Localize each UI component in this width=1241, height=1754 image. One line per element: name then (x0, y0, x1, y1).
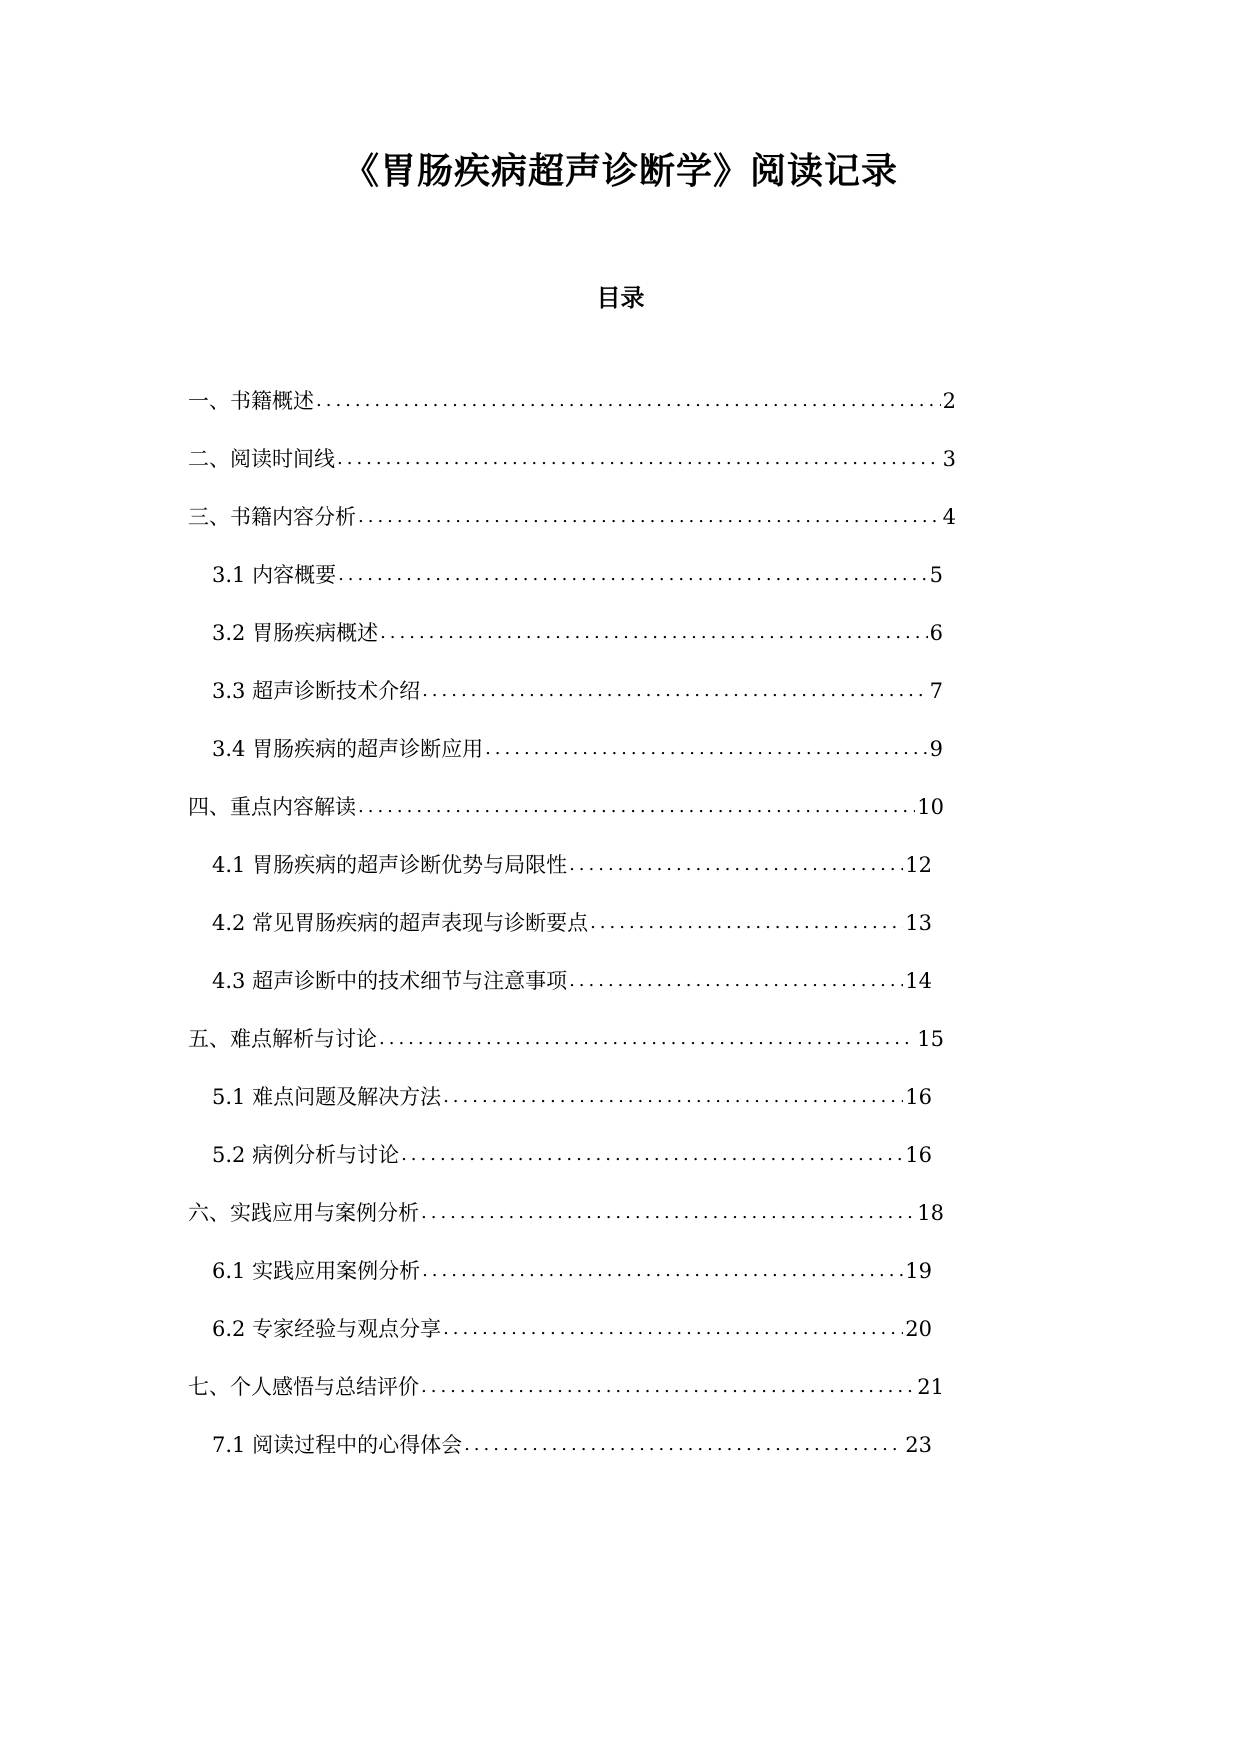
toc-entry[interactable] (188, 1022, 944, 1056)
toc-dot-leader (569, 848, 903, 882)
toc-entry-number: 3.4 (212, 737, 253, 761)
toc-dot-leader (443, 1312, 903, 1346)
toc-entry-number: 5.2 (212, 1143, 253, 1167)
toc-subentry[interactable] (212, 1080, 932, 1114)
toc-entry-page: 13 (905, 911, 932, 935)
toc-dot-leader (421, 1370, 915, 1404)
toc-entry-number: 4.2 (212, 911, 253, 935)
toc-entry-label: 胃肠疾病的超声诊断应用 (252, 737, 484, 761)
toc-entry-page: 19 (905, 1259, 932, 1283)
toc-entry-page: 21 (917, 1375, 944, 1399)
toc-entry-page: 23 (905, 1433, 932, 1457)
toc-dot-leader (485, 732, 928, 766)
toc-entry-label: 一、书籍概述 (188, 389, 314, 413)
toc-entry-label: 常见胃肠疾病的超声表现与诊断要点 (252, 911, 589, 935)
toc-entry-page: 9 (929, 737, 943, 761)
toc-entry-page: 14 (905, 969, 932, 993)
toc-entry-number: 3.3 (212, 679, 253, 703)
toc-entry-label: 三、书籍内容分析 (188, 505, 356, 529)
toc-entry-number: 3.2 (212, 621, 253, 645)
toc-entry-page: 7 (929, 679, 943, 703)
toc-entry-number: 6.2 (212, 1317, 253, 1341)
toc-subentry[interactable] (212, 906, 932, 940)
toc-subentry[interactable] (212, 848, 932, 882)
toc-entry-label: 四、重点内容解读 (188, 795, 356, 819)
toc-entry-page: 12 (905, 853, 932, 877)
toc-entry-page: 6 (929, 621, 943, 645)
toc-entry-number: 6.1 (212, 1259, 253, 1283)
toc-dot-leader (358, 500, 941, 534)
toc-dot-leader (464, 1428, 903, 1462)
toc-entry-page: 2 (942, 389, 956, 413)
toc-dot-leader (358, 790, 915, 824)
toc-entry-label: 胃肠疾病的超声诊断优势与局限性 (252, 853, 568, 877)
toc-dot-leader (316, 384, 941, 418)
toc-dot-leader (379, 1022, 915, 1056)
toc-entry[interactable] (188, 500, 956, 534)
toc-dot-leader (401, 1138, 903, 1172)
toc-entry-page: 3 (942, 447, 956, 471)
toc-dot-leader (569, 964, 903, 998)
toc-dot-leader (590, 906, 903, 940)
toc-subentry[interactable] (212, 964, 932, 998)
toc-dot-leader (337, 442, 941, 476)
page-title: 《胃肠疾病超声诊断学》阅读记录 (342, 151, 898, 192)
toc-entry-page: 15 (917, 1027, 944, 1051)
toc-subentry[interactable] (212, 1254, 932, 1288)
toc-entry-page: 20 (905, 1317, 932, 1341)
toc-entry-label: 内容概要 (252, 563, 337, 587)
toc-heading: 目录 (596, 284, 645, 312)
toc-entry-page: 4 (942, 505, 956, 529)
toc-subentry[interactable] (212, 616, 943, 650)
toc-entry-label: 二、阅读时间线 (188, 447, 335, 471)
toc-subentry[interactable] (212, 1312, 932, 1346)
toc-entry-label: 超声诊断技术介绍 (252, 679, 421, 703)
toc-entry-page: 18 (917, 1201, 944, 1225)
toc-entry[interactable] (188, 442, 956, 476)
toc-entry[interactable] (188, 1370, 944, 1404)
toc-subentry[interactable] (212, 732, 943, 766)
toc-subentry[interactable] (212, 1428, 932, 1462)
toc-subentry[interactable] (212, 558, 943, 592)
toc-entry-number: 7.1 (212, 1433, 253, 1457)
toc-dot-leader (338, 558, 928, 592)
toc-dot-leader (443, 1080, 903, 1114)
toc-entry[interactable] (188, 1196, 944, 1230)
toc-entry-number: 5.1 (212, 1085, 253, 1109)
toc-entry-label: 实践应用案例分析 (252, 1259, 421, 1283)
toc-dot-leader (421, 1196, 915, 1230)
toc-entry-label: 病例分析与讨论 (252, 1143, 400, 1167)
toc-subentry[interactable] (212, 674, 943, 708)
toc-entry-number: 3.1 (212, 563, 253, 587)
toc-entry-number: 4.3 (212, 969, 253, 993)
toc-entry-label: 阅读过程中的心得体会 (252, 1433, 463, 1457)
toc-dot-leader (422, 674, 928, 708)
toc-subentry[interactable] (212, 1138, 932, 1172)
toc-dot-leader (380, 616, 928, 650)
toc-entry-label: 专家经验与观点分享 (252, 1317, 442, 1341)
toc-entry-page: 16 (905, 1143, 932, 1167)
toc-entry-page: 10 (917, 795, 944, 819)
toc-entry-label: 胃肠疾病概述 (252, 621, 379, 645)
toc-entry[interactable] (188, 384, 956, 418)
toc-entry[interactable] (188, 790, 944, 824)
toc-entry-label: 难点问题及解决方法 (252, 1085, 442, 1109)
toc-entry-page: 5 (929, 563, 943, 587)
toc-dot-leader (422, 1254, 903, 1288)
toc-entry-label: 六、实践应用与案例分析 (188, 1201, 419, 1225)
toc-entry-label: 五、难点解析与讨论 (188, 1027, 377, 1051)
toc-entry-page: 16 (905, 1085, 932, 1109)
toc-entry-number: 4.1 (212, 853, 253, 877)
toc-entry-label: 七、个人感悟与总结评价 (188, 1375, 419, 1399)
toc-entry-label: 超声诊断中的技术细节与注意事项 (252, 969, 568, 993)
